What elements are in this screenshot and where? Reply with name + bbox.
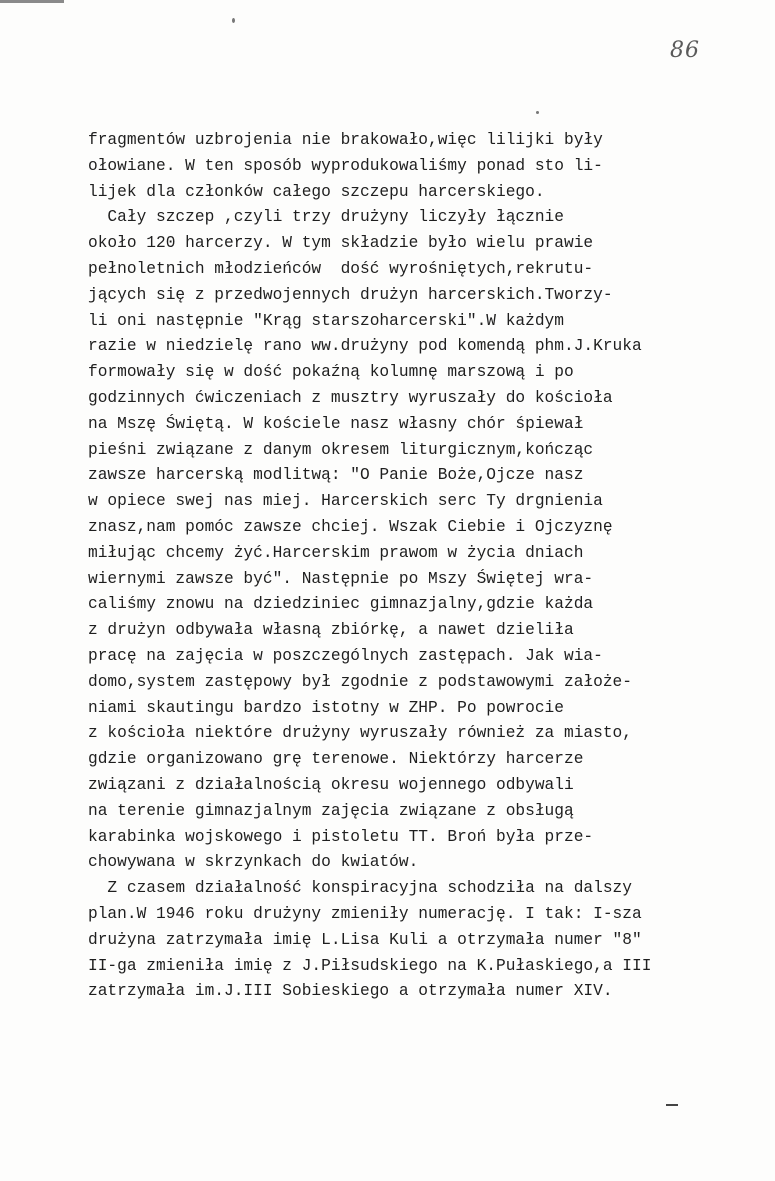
text-line: około 120 harcerzy. W tym składzie było wielu prawie [88, 234, 594, 253]
ink-speck [536, 111, 539, 114]
page-number: 86 [670, 38, 700, 63]
ink-speck [232, 18, 235, 23]
text-line: II-ga zmieniła imię z J.Piłsudskiego na K.Pułaskiego,a III [88, 956, 652, 975]
text-line: na terenie gimnazjalnym zajęcia związane z obsługą [88, 801, 574, 820]
margin-dash-mark [666, 1104, 678, 1106]
text-line: miłując chcemy żyć.Harcerskim prawom w życia dniach [88, 543, 584, 562]
text-line: na Mszę Świętą. W kościele nasz własny chór śpiewał [88, 414, 584, 433]
text-line: lijek dla członków całego szczepu harcerskiego. [88, 182, 545, 201]
text-line: li oni następnie "Krąg starszoharcerski".W każdym [88, 311, 564, 330]
text-line: zatrzymała im.J.III Sobieskiego a otrzymała numer XIV. [88, 982, 613, 1001]
text-line: domo,system zastępowy był zgodnie z podstawowymi założe- [88, 672, 632, 691]
text-line: godzinnych ćwiczeniach z musztry wyruszały do kościoła [88, 388, 613, 407]
text-line: karabinka wojskowego i pistoletu TT. Broń była prze- [88, 827, 594, 846]
scan-edge-mark [0, 0, 64, 3]
text-line: wiernymi zawsze być". Następnie po Mszy Świętej wra- [88, 569, 594, 588]
text-line: niami skautingu bardzo istotny w ZHP. Po powrocie [88, 698, 564, 717]
typed-body-text [88, 128, 688, 1005]
text-line: pieśni związane z danym okresem liturgicznym,kończąc [88, 440, 594, 459]
text-line: zawsze harcerską modlitwą: "O Panie Boże,Ojcze nasz [88, 466, 584, 485]
text-line: ołowiane. W ten sposób wyprodukowaliśmy ponad sto li- [88, 156, 603, 175]
text-line: związani z działalnością okresu wojennego odbywali [88, 775, 574, 794]
text-line: chowywana w skrzynkach do kwiatów. [88, 853, 419, 872]
text-line: drużyna zatrzymała imię L.Lisa Kuli a otrzymała numer "8" [88, 930, 642, 949]
text-line: pełnoletnich młodzieńców dość wyrośniętych,rekrutu- [88, 259, 594, 278]
text-line: w opiece swej nas miej. Harcerskich serc Ty drgnienia [88, 492, 603, 511]
text-line: plan.W 1946 roku drużyny zmieniły numerację. I tak: I-sza [88, 904, 642, 923]
text-line: gdzie organizowano grę terenowe. Niektórzy harcerze [88, 750, 584, 769]
text-line: razie w niedzielę rano ww.drużyny pod komendą phm.J.Kruka [88, 337, 642, 356]
text-line: caliśmy znowu na dziedziniec gimnazjalny,gdzie każda [88, 595, 594, 614]
text-line: pracę na zajęcia w poszczególnych zastępach. Jak wia- [88, 646, 603, 665]
text-line: z drużyn odbywała własną zbiórkę, a nawet dzieliła [88, 621, 574, 640]
text-line: fragmentów uzbrojenia nie brakowało,więc lilijki były [88, 131, 603, 149]
text-line: znasz,nam pomóc zawsze chciej. Wszak Ciebie i Ojczyznę [88, 517, 613, 536]
text-line: Z czasem działalność konspiracyjna schodziła na dalszy [88, 879, 632, 898]
text-line: z kościoła niektóre drużyny wyruszały również za miasto, [88, 724, 632, 743]
text-line: jących się z przedwojennych drużyn harcerskich.Tworzy- [88, 285, 613, 304]
text-line: formowały się w dość pokaźną kolumnę marszową i po [88, 363, 574, 382]
text-line: Cały szczep ,czyli trzy drużyny liczyły łącznie [88, 208, 564, 227]
